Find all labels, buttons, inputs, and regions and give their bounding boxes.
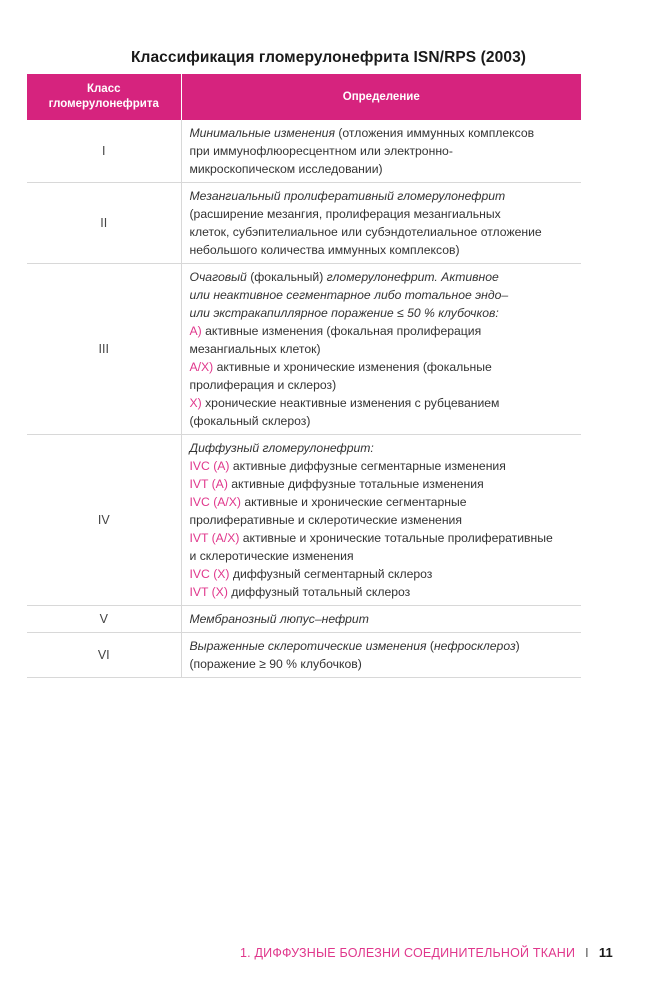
table-row — [27, 264, 581, 435]
definition-cell — [181, 633, 581, 678]
definition-line — [190, 493, 578, 511]
definition-text: (отложения иммунных комплексов — [334, 126, 535, 140]
definition-code: А/Х) — [189, 360, 214, 374]
definition-line — [190, 124, 578, 142]
table-row — [27, 120, 581, 183]
definition-text: ) — [515, 639, 520, 653]
definition-text: (фокальный склероз) — [189, 414, 311, 428]
definition-line — [190, 637, 578, 655]
table-row — [27, 183, 581, 264]
definition-text: клеток, субэпителиальное или субэндотелиальное отложение — [189, 225, 542, 239]
definition-line — [190, 376, 578, 394]
class-cell: V — [27, 606, 181, 633]
definition-text: Выраженные склеротические изменения — [189, 639, 427, 653]
definition-line — [190, 322, 578, 340]
definition-text: Диффузный гломерулонефрит: — [189, 441, 374, 455]
definition-line — [190, 340, 578, 358]
definition-text: небольшого количества иммунных комплексов) — [189, 243, 460, 257]
definition-line — [190, 547, 578, 565]
definition-cell — [181, 435, 581, 606]
definition-line — [190, 439, 578, 457]
definition-text: диффузный сегментарный склероз — [229, 567, 433, 581]
definition-text: (расширение мезангия, пролиферация мезангиальных — [189, 207, 501, 221]
table-row — [27, 606, 581, 633]
table-row — [27, 435, 581, 606]
header-class-line1: Класс — [86, 83, 121, 95]
definition-line — [190, 268, 578, 286]
classification-table — [27, 74, 581, 678]
definition-cell — [181, 120, 581, 183]
definition-line — [190, 304, 578, 322]
page-footer — [0, 945, 613, 960]
header-class-line2: гломерулонефрита — [48, 98, 159, 110]
definition-text: (поражение ≥ 90 % клубочков) — [189, 657, 362, 671]
definition-line — [190, 160, 578, 178]
definition-text: Мембранозный люпус–нефрит — [189, 612, 369, 626]
definition-text: ( — [426, 639, 434, 653]
definition-text: активные диффузные сегментарные изменения — [229, 459, 506, 473]
footer-chapter: 1. ДИФФУЗНЫЕ БОЛЕЗНИ СОЕДИНИТЕЛЬНОЙ ТКАНИ — [239, 946, 576, 960]
definition-text: (фокальный) — [246, 270, 327, 284]
definition-code: IVC (А) — [189, 459, 230, 473]
table-header-row — [27, 74, 581, 120]
definition-line — [190, 286, 578, 304]
definition-code: IVC (А/Х) — [189, 495, 241, 509]
class-cell: II — [27, 183, 181, 264]
page-title: Классификация гломерулонефрита ISN/RPS (2003) — [130, 49, 527, 66]
definition-cell — [181, 183, 581, 264]
definition-line — [190, 358, 578, 376]
definition-text: хронические неактивные изменения с рубцеванием — [201, 396, 500, 410]
definition-text: гломерулонефрит. Активное — [326, 270, 499, 284]
definition-text: Мезангиальный пролиферативный гломерулонефрит — [189, 189, 506, 203]
definition-code: IVC (Х) — [189, 567, 230, 581]
definition-text: активные и хронические сегментарные — [240, 495, 467, 509]
definition-line — [190, 565, 578, 583]
definition-line — [190, 205, 578, 223]
definition-text: диффузный тотальный склероз — [227, 585, 411, 599]
table-row — [27, 633, 581, 678]
definition-text: пролиферация и склероз) — [189, 378, 337, 392]
definition-text: или неактивное сегментарное либо тотальное эндо– — [189, 288, 509, 302]
definition-line — [190, 142, 578, 160]
definition-text: и склеротические изменения — [189, 549, 354, 563]
definition-text: или экстракапиллярное поражение ≤ 50 % клубочков: — [189, 306, 499, 320]
definition-text: при иммунофлюоресцентном или электронно- — [189, 144, 453, 158]
definition-line — [190, 187, 578, 205]
header-class — [27, 74, 181, 120]
definition-text: активные и хронические тотальные пролиферативные — [239, 531, 553, 545]
table-body — [27, 120, 581, 678]
definition-text: активные и хронические изменения (фокальные — [213, 360, 492, 374]
definition-cell — [181, 264, 581, 435]
footer-separator: I — [585, 946, 589, 960]
definition-text: Минимальные изменения — [189, 126, 335, 140]
definition-text: Очаговый — [189, 270, 247, 284]
definition-code: А) — [189, 324, 202, 338]
class-cell: I — [27, 120, 181, 183]
definition-cell — [181, 606, 581, 633]
definition-line — [190, 241, 578, 259]
definition-line — [190, 223, 578, 241]
class-cell: VI — [27, 633, 181, 678]
definition-line — [190, 412, 578, 430]
definition-text: пролиферативные и склеротические изменения — [189, 513, 462, 527]
definition-text: активные диффузные тотальные изменения — [227, 477, 484, 491]
definition-line — [190, 655, 578, 673]
definition-text: активные изменения (фокальная пролиферация — [201, 324, 482, 338]
class-cell: IV — [27, 435, 181, 606]
definition-line — [190, 583, 578, 601]
definition-code: Х) — [189, 396, 202, 410]
definition-text: нефросклероз — [433, 639, 516, 653]
definition-line — [190, 475, 578, 493]
definition-line — [190, 610, 578, 628]
definition-text: мезангиальных клеток) — [189, 342, 321, 356]
definition-line — [190, 511, 578, 529]
definition-text: микроскопическом исследовании) — [189, 162, 383, 176]
definition-line — [190, 457, 578, 475]
definition-code: IVT (А) — [189, 477, 228, 491]
definition-code: IVT (А/Х) — [189, 531, 240, 545]
definition-line — [190, 394, 578, 412]
header-definition: Определение — [181, 74, 581, 120]
definition-code: IVT (Х) — [189, 585, 228, 599]
page-number: 11 — [598, 945, 613, 960]
definition-line — [190, 529, 578, 547]
class-cell: III — [27, 264, 181, 435]
